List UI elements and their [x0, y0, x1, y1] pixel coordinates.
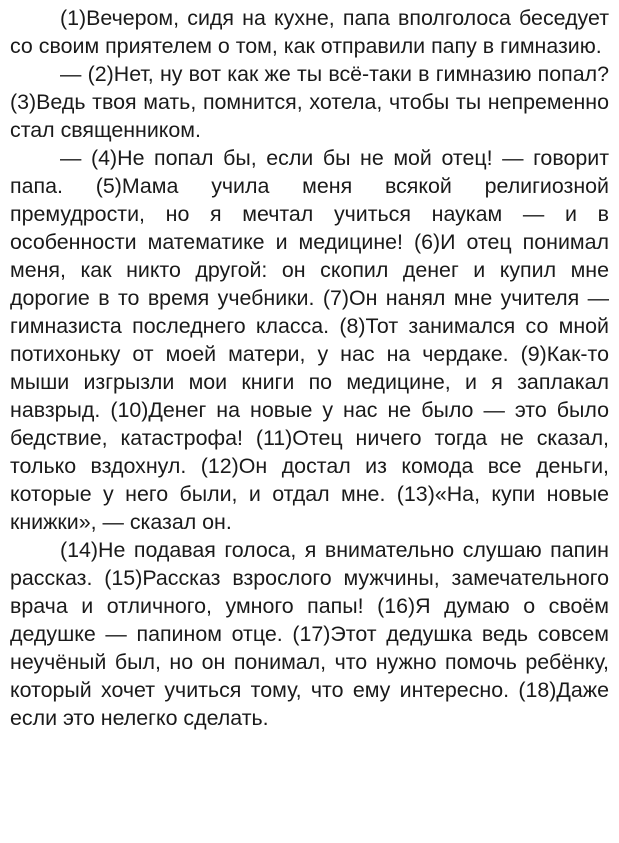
paragraph-2: — (2)Нет, ну вот как же ты всё-таки в гимназию попал? (3)Ведь твоя мать, помнится, хотела, чтобы ты непременно стал священником.: [10, 62, 609, 142]
paragraph-4: (14)Не подавая голоса, я внимательно слушаю папин рассказ. (15)Рассказ взрослого мужчины, замечательного врача и отличного, умного папы! (16)Я думаю о своём дедушке — папином отце. (17)Этот дедушка ведь совсем неучёный был, но он понимал, что нужно помочь ребёнку, который хочет учиться тому, что ему интересно. (18)Даже если это нелегко сделать.: [10, 538, 609, 730]
paragraph-1: (1)Вечером, сидя на кухне, папа вполголоса беседует со своим приятелем о том, как отправили папу в гимназию.: [10, 6, 609, 58]
paragraph-3: — (4)Не попал бы, если бы не мой отец! — говорит папа. (5)Мама учила меня всякой религиозной премудрости, но я мечтал учиться наукам — и в особенности математике и медицине! (6)И отец понимал меня, как никто другой: он скопил денег и купил мне дорогие в то время учебники. (7)Он нанял мне учителя — гимназиста последнего класса. (8)Тот занимался со мной потихоньку от моей матери, у нас на чердаке. (9)Как-то мыши изгрызли мои книги по медицине, и я заплакал навзрыд. (10)Денег на новые у нас не было — это было бедствие, катастрофа! (11)Отец ничего тогда не сказал, только вздохнул. (12)Он достал из комода все деньги, которые у него были, и отдал мне. (13)«На, купи новые книжки», — сказал он.: [10, 146, 609, 534]
